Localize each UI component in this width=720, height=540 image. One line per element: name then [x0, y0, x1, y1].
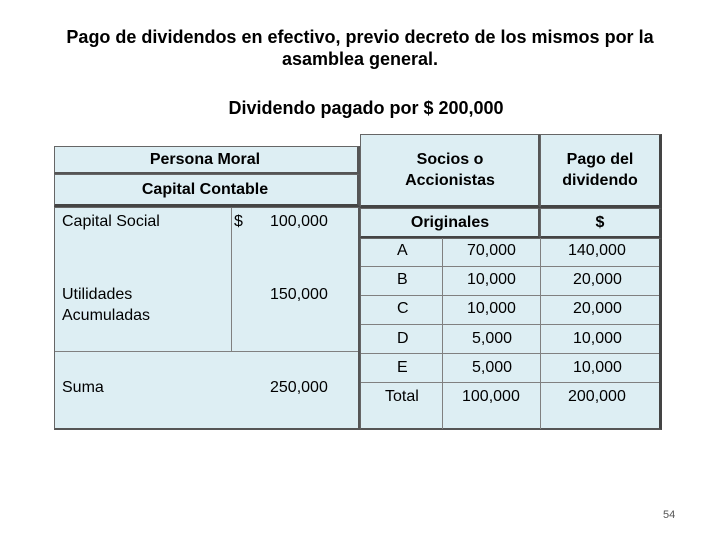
row-e-acciones: 5,000	[472, 359, 513, 376]
subheader-originales	[360, 208, 540, 238]
right-row-divider	[361, 353, 659, 354]
header-capital-contable-label: Capital Contable	[141, 181, 269, 198]
capital-social-currency: $	[234, 213, 243, 230]
header-persona-moral-label: Persona Moral	[149, 151, 261, 168]
utilidades-label-line2: Acumuladas	[62, 307, 151, 324]
row-c-acciones: 10,000	[467, 300, 516, 317]
suma-value: 250,000	[270, 379, 328, 396]
slide-title: Pago de dividendos en efectivo, previo decreto de los mismos por la asamblea general.	[66, 27, 654, 69]
header-socios-line2: Accionistas	[405, 172, 495, 189]
subheader-originales-label: Originales	[410, 214, 490, 231]
utilidades-value: 150,000	[270, 286, 328, 303]
row-d-acciones: 5,000	[472, 330, 513, 347]
row-e-socio: E	[397, 359, 408, 376]
header-pago-line1: Pago del	[566, 151, 634, 168]
left-divider-horizontal	[55, 351, 358, 352]
row-c-pago: 20,000	[573, 300, 622, 317]
page-number: 54	[663, 509, 676, 521]
row-b-pago: 20,000	[573, 271, 622, 288]
total-pago: 200,000	[568, 388, 626, 405]
header-socios-line1: Socios o	[416, 151, 484, 168]
row-a-acciones: 70,000	[467, 242, 516, 259]
total-label: Total	[385, 388, 419, 405]
right-row-divider	[361, 382, 659, 383]
suma-label: Suma	[62, 379, 104, 396]
subheader-currency	[540, 208, 662, 238]
left-divider-vertical	[231, 208, 232, 351]
row-a-pago: 140,000	[568, 242, 626, 259]
row-b-socio: B	[397, 271, 408, 288]
dividend-subtitle: Dividendo pagado por $ 200,000	[228, 98, 504, 118]
row-a-socio: A	[397, 242, 408, 259]
row-d-socio: D	[397, 330, 409, 347]
right-row-divider	[361, 324, 659, 325]
utilidades-label-line1: Utilidades	[62, 286, 133, 303]
header-pago-line2: dividendo	[562, 172, 638, 189]
row-d-pago: 10,000	[573, 330, 622, 347]
header-persona-moral	[54, 146, 360, 174]
capital-social-value: 100,000	[270, 213, 328, 230]
total-acciones: 100,000	[462, 388, 520, 405]
header-pago	[540, 134, 662, 208]
right-row-divider	[361, 266, 659, 267]
header-capital-contable	[54, 174, 360, 207]
capital-social-label: Capital Social	[62, 213, 160, 230]
row-b-acciones: 10,000	[467, 271, 516, 288]
header-socios	[360, 134, 540, 208]
right-row-divider	[361, 295, 659, 296]
row-e-pago: 10,000	[573, 359, 622, 376]
subheader-currency-label: $	[595, 214, 605, 231]
row-c-socio: C	[397, 300, 409, 317]
